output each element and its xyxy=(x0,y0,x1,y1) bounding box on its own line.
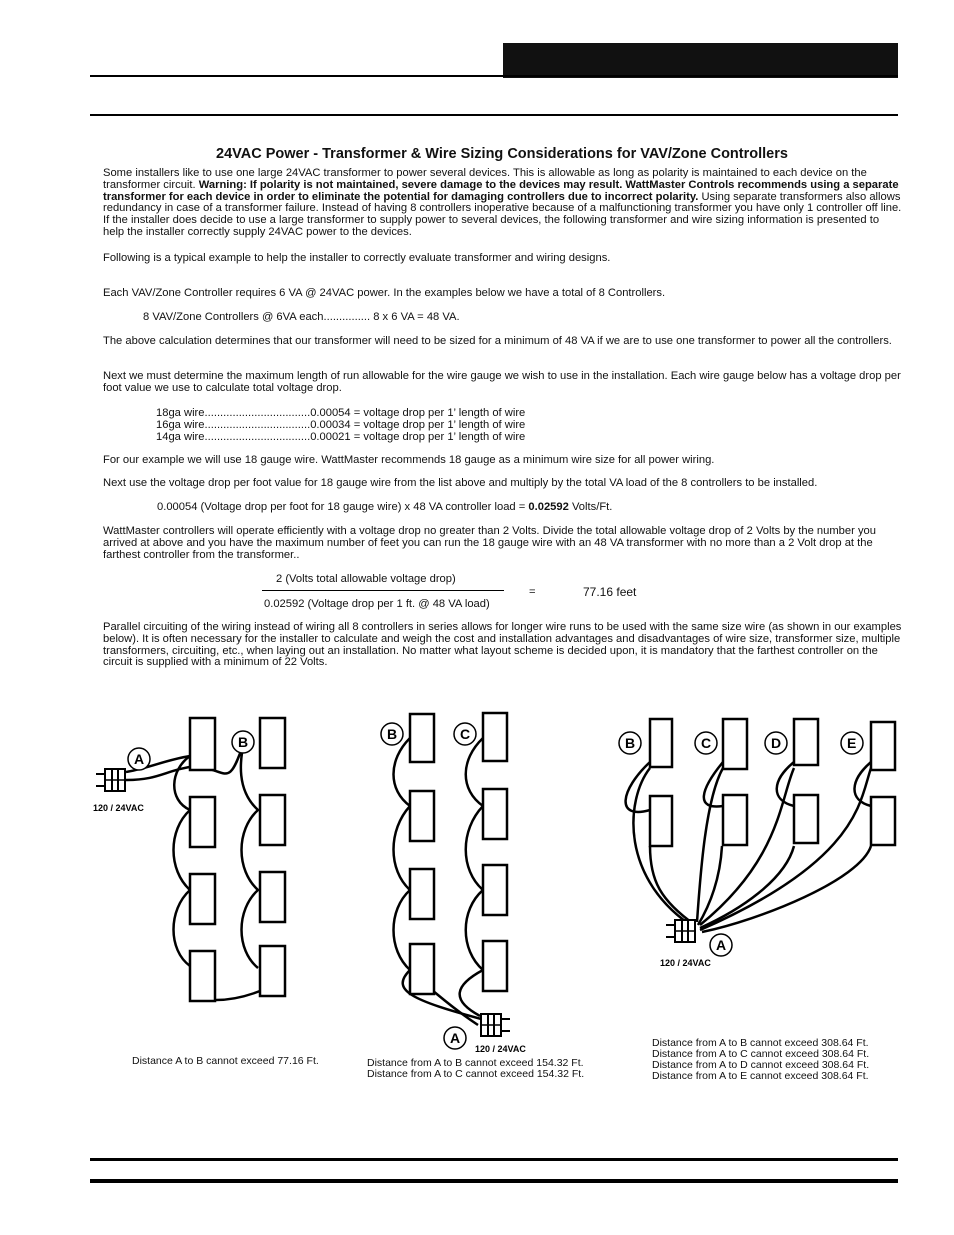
voltage-drop-calculation: 0.00054 (Voltage drop per foot for 18 gauge wire) x 48 VA controller load = 0.02592 Volts/Ft. xyxy=(157,501,613,513)
caption-line: Distance from A to E cannot exceed 308.64 Ft. xyxy=(652,1070,869,1082)
diagram-series-wiring xyxy=(126,718,285,1001)
page-title: 24VAC Power - Transformer & Wire Sizing Considerations for VAV/Zone Controllers xyxy=(216,146,788,162)
footer-rule-lower xyxy=(90,1179,898,1183)
caption-diagram-3 xyxy=(652,1038,869,1082)
label-a-3: A xyxy=(716,937,727,953)
transformer-icon-1 xyxy=(96,769,125,791)
intro-paragraph: Some installers like to use one large 24VAC transformer to power several devices. This is allowable as long as polarity is maintained to each device on the transformer circuit. Warning: If polarity is not maintained, severe damage to the devices may result. WattMaster Controls recommends using a separate transformer for each device in order to eliminate the potential for damaging controllers due to incorrect polarity. Using separate transformers also allows redundancy in case of a transformer failure. Instead of having 8 controllers inoperative because of a malfunctioning transformer you have only 1 controller off line. If the installer does decide to use a large transformer to supply power to several devices, the following transformer and wire sizing information is presented to help the installer correctly supply 24VAC power to the devices. xyxy=(103,167,902,238)
voltage-label-3: 120 / 24VAC xyxy=(660,958,711,968)
caption-line: Distance from A to B cannot exceed 154.32 Ft. xyxy=(367,1057,584,1069)
run-length-text: Next we must determine the maximum length of run allowable for the wire gauge we wish to use in the installation. Each wire gauge below has a voltage drop per foot value we use to calculate total voltage drop. xyxy=(103,370,901,394)
caption-diagram-2 xyxy=(367,1058,584,1080)
caption-line: Distance from A to B cannot exceed 308.64 Ft. xyxy=(652,1037,869,1049)
fraction-denominator: 0.02592 (Voltage drop per 1 ft. @ 48 VA load) xyxy=(264,598,490,610)
voltage-label-1: 120 / 24VAC xyxy=(93,803,144,813)
va-calculation: 8 VAV/Zone Controllers @ 6VA each............... 8 x 6 VA = 48 VA. xyxy=(143,311,460,323)
label-a-2: A xyxy=(450,1030,461,1046)
transformer-sizing-text: The above calculation determines that our transformer will need to be sized for a minimum of 48 VA if we are to use one transformer to power all the controllers. xyxy=(103,335,892,347)
caption-line: Distance from A to C cannot exceed 308.64 Ft. xyxy=(652,1048,870,1060)
va-requirement: Each VAV/Zone Controller requires 6 VA @ 24VAC power. In the examples below we have a total of 8 Controllers. xyxy=(103,287,666,299)
diagram-four-branch-wiring xyxy=(619,719,895,956)
gauge-choice-text: For our example we will use 18 gauge wire. WattMaster recommends 18 gauge as a minimum wire size for all power wiring. xyxy=(103,454,715,466)
label-d-3: D xyxy=(771,735,782,751)
voltage-label-2: 120 / 24VAC xyxy=(475,1044,526,1054)
footer-rule xyxy=(90,1158,898,1161)
caption-diagram-1 xyxy=(132,1056,319,1067)
multiply-text: Next use the voltage drop per foot value for 18 gauge wire from the list above and multiply by the total VA load of the 8 controllers to be installed. xyxy=(103,477,818,489)
caption-line: Distance A to B cannot exceed 77.16 Ft. xyxy=(132,1055,319,1067)
parallel-circuit-text: Parallel circuiting of the wiring instead of wiring all 8 controllers in series allows for longer wire runs to be used with the same size wire (as shown in our examples below). It is often necessary for the installer to calculate and weigh the cost and installation advantages and disadvantages of wire size, transformer size, multiple transformers, circuiting, etc., when laying out an installation. No matter what layout scheme is decided upon, it is mandatory that the farthest controller on the circuit is supplied with a minimum of 22 Volts. xyxy=(103,621,902,669)
max-length-text: WattMaster controllers will operate efficiently with a voltage drop no greater than 2 Volts. Divide the total allowable voltage drop of 2 Volts by the number you arrived at above and you have the maximum number of feet you can run the 18 gauge wire with an 48 VA transformer with no more than a 2 Volt drop at the farthest controller from the transformer.. xyxy=(103,525,876,561)
wire-gauge-14: 14ga wire..................................0.00021 = voltage drop per 1’ length of wire xyxy=(156,431,526,443)
caption-line: Distance from A to C cannot exceed 154.32 Ft. xyxy=(367,1068,585,1080)
wire-gauge-18: 18ga wire..................................0.00054 = voltage drop per 1’ length of wire xyxy=(156,407,526,419)
label-e-3: E xyxy=(847,735,857,751)
wire-gauge-16: 16ga wire..................................0.00034 = voltage drop per 1’ length of wire xyxy=(156,419,526,431)
label-b-3: B xyxy=(625,735,636,751)
label-a-1: A xyxy=(134,751,145,767)
fraction-result: 77.16 feet xyxy=(583,585,637,599)
caption-line: Distance from A to D cannot exceed 308.64 Ft. xyxy=(652,1059,870,1071)
transformer-icon-3 xyxy=(666,920,695,942)
label-b-2: B xyxy=(387,726,398,742)
label-c-2: C xyxy=(460,726,471,742)
fraction-numerator: 2 (Volts total allowable voltage drop) xyxy=(276,573,456,585)
label-c-3: C xyxy=(701,735,712,751)
fraction-equals: = xyxy=(529,586,536,598)
label-b-1: B xyxy=(238,734,249,750)
diagram-two-branch-wiring xyxy=(381,713,507,1049)
transformer-icon-2 xyxy=(481,1014,510,1036)
example-intro: Following is a typical example to help the installer to correctly evaluate transformer and wiring designs. xyxy=(103,252,611,264)
